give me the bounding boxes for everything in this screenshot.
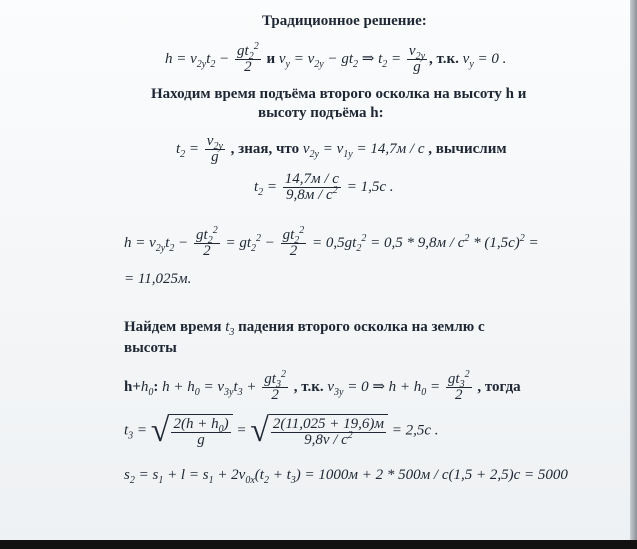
equation-3: $t_2$ = $\frac{14,7м / с}{9,8м / с^2}$ = 1,5с . bbox=[254, 171, 394, 203]
paragraph-1-line-2: высоту подъёма h: bbox=[258, 105, 384, 121]
page-edge-right bbox=[630, 0, 637, 549]
paragraph-2-line-2: высоты bbox=[124, 340, 177, 356]
equation-4: $h = v_{2y}t_2$ − $\frac{gt_2^2}{2}$ = $gt_2^2$ − $\frac{gt_2^2}{2}$ = $0,5gt_2^2 = 0,5 * 9,8м / с^2 * (1,5с)^2$ = bbox=[124, 225, 539, 259]
page-edge-bottom bbox=[0, 540, 637, 549]
equation-6: $h+h_0$: $h + h_0 = v_{3y}t_3$ + $\frac{gt_3^2}{2}$ , т.к. $v_{3y} = 0$ ⇒ $h + h_0$ = $\frac{gt_3^2}{2}$ , тогда bbox=[124, 369, 521, 403]
equation-5: = 11,025м. bbox=[124, 271, 192, 287]
equation-2: $t_2$ = $\frac{v_{2y}}{g}$ , зная, что $v_{2y} = v_{1y} = 14,7м / с$ , вычислим bbox=[176, 133, 507, 165]
equation-1: $h = v_{2y}t_2$ − $\frac{gt_2^2}{2}$ и $v_y = v_{2y} - gt_2$ ⇒ $t_2$ = $\frac{v_{2y}}{g}$ , т.к. $v_y = 0$ . bbox=[165, 41, 507, 75]
paragraph-2-line-1: Найдем время $t_3$ падения второго осколка на землю с bbox=[124, 319, 485, 338]
heading: Традиционное решение: bbox=[262, 13, 427, 29]
equation-7: $t_3$ = √ $\frac{2(h + h_0)}{g}$ = √ $\frac{2(11,025 + 19,6)м}{9,8v / c^2}$ = 2,5с . bbox=[124, 412, 439, 449]
equation-8: $s_2 = s_1 + l = s_1 + 2v_{0x}(t_2 + t_3) = 1000м + 2 * 500м / с(1,5 + 2,5)с = 5000$ bbox=[124, 467, 568, 486]
paragraph-1-line-1: Находим время подъёма второго осколка на высоту h и bbox=[151, 86, 527, 102]
